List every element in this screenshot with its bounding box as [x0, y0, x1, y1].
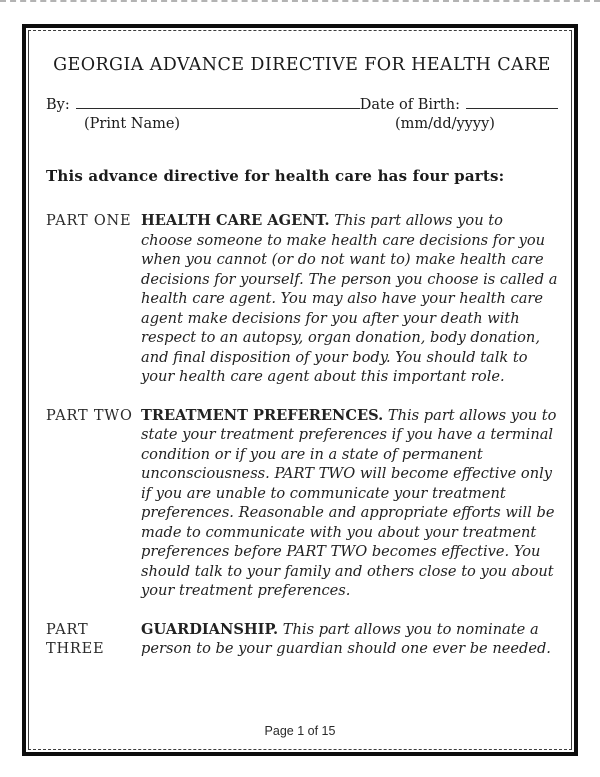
part-two-heading: TREATMENT PREFERENCES. [141, 406, 384, 424]
part-one-body: This part allows you to choose someone to make health care decisions for you when you cannot (or do not want to) make health care decisions for yourself. The person you choose is called a health care agent. You may also have your health care agent make decisions for you after your death with respect to an autopsy, organ donation, body donation, and final disposition of your body. You should talk to your health care agent about this important role. [141, 212, 558, 385]
part-row-two [46, 406, 558, 601]
page-number: Page 1 of 15 [264, 724, 336, 738]
print-name-blank-field[interactable] [76, 96, 360, 109]
date-of-birth-blank-field[interactable] [466, 96, 558, 109]
print-name-hint: (Print Name) [84, 116, 181, 132]
parts-list [46, 211, 558, 660]
part-one-heading: HEALTH CARE AGENT. [141, 212, 330, 229]
part-three-label: PART THREE [46, 621, 105, 657]
part-one-label: PART ONE [46, 213, 132, 229]
part-three-heading: GUARDIANSHIP. [141, 620, 279, 638]
page-title: GEORGIA ADVANCE DIRECTIVE FOR HEALTH CARE [53, 55, 551, 75]
part-three-text [141, 620, 558, 660]
dob-format-hint: (mm/dd/yyyy) [395, 116, 495, 132]
part-one-text [141, 211, 558, 387]
page-edge-divider [0, 0, 600, 2]
intro-heading: This advance directive for health care has four parts: [46, 167, 505, 185]
part-row-three [46, 620, 558, 660]
by-label: By: [46, 97, 70, 113]
part-row-one [46, 211, 558, 387]
by-line [46, 96, 558, 113]
part-three-body: This part allows you to nominate a person to be your guardian should one ever be needed. [141, 620, 551, 657]
date-of-birth-label: Date of Birth: [359, 97, 460, 113]
by-line-hints [46, 116, 558, 136]
part-two-body: This part allows you to state your treatment preferences if you have a terminal condition or if you are in a state of permanent unconsciousness. PART TWO will become effective only if you are unable to communicate your treatment preferences. Reasonable and appropriate efforts will be made to communicate with you about your treatment preferences before PART TWO becomes effective. You should talk to your family and others close to you about your treatment preferences. [141, 406, 557, 599]
part-two-text [141, 406, 558, 601]
document-page [28, 30, 572, 750]
document-border-frame [22, 24, 578, 756]
part-two-label: PART TWO [46, 407, 133, 424]
